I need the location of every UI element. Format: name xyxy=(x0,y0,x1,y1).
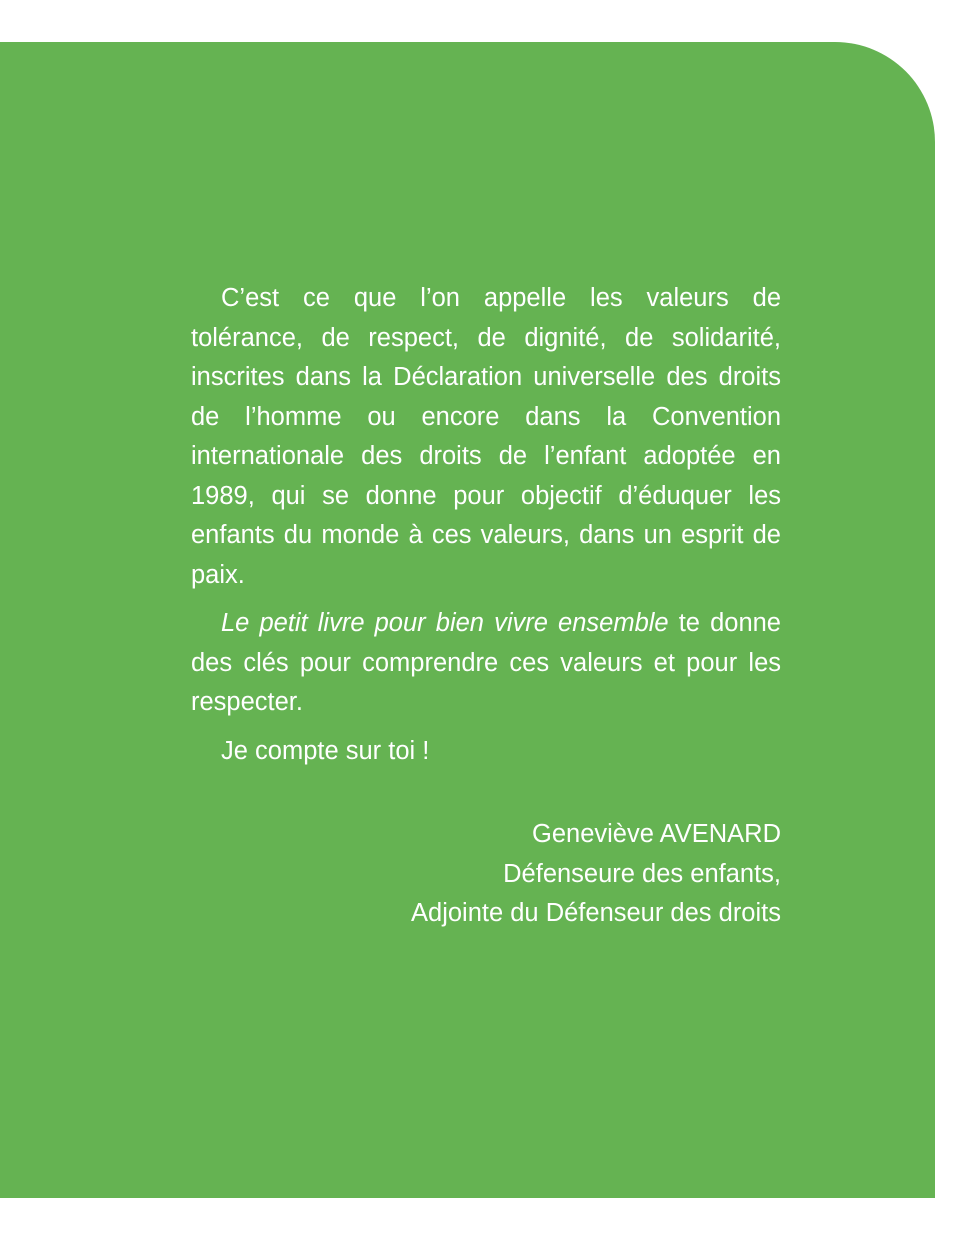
paragraph-book-rest: te donne des clés pour comprendre ces valeurs et pour les respecter. xyxy=(191,609,781,716)
paragraph-book xyxy=(191,604,781,723)
signature-role-1: Défenseure des enfants, xyxy=(503,859,781,888)
book-title: Le petit livre pour bien vivre ensemble xyxy=(221,609,669,637)
signature-block xyxy=(411,815,781,934)
body-text xyxy=(191,279,781,771)
signature-name: Geneviève AVENARD xyxy=(532,820,781,848)
paragraph-values: C’est ce que l’on appelle les valeurs de tolérance, de respect, de dignité, de solidarité, inscrites dans la Déclaration universelle des droits de l’homme ou encore dans la Convention internationale des droits de l’enfant adoptée en 1989, qui se donne pour objectif d’éduquer les enfants du monde à ces valeurs, dans un esprit de paix. xyxy=(191,284,781,589)
closing-line: Je compte sur toi ! xyxy=(221,736,430,765)
signature-role-2: Adjointe du Défenseur des droits xyxy=(411,899,781,927)
